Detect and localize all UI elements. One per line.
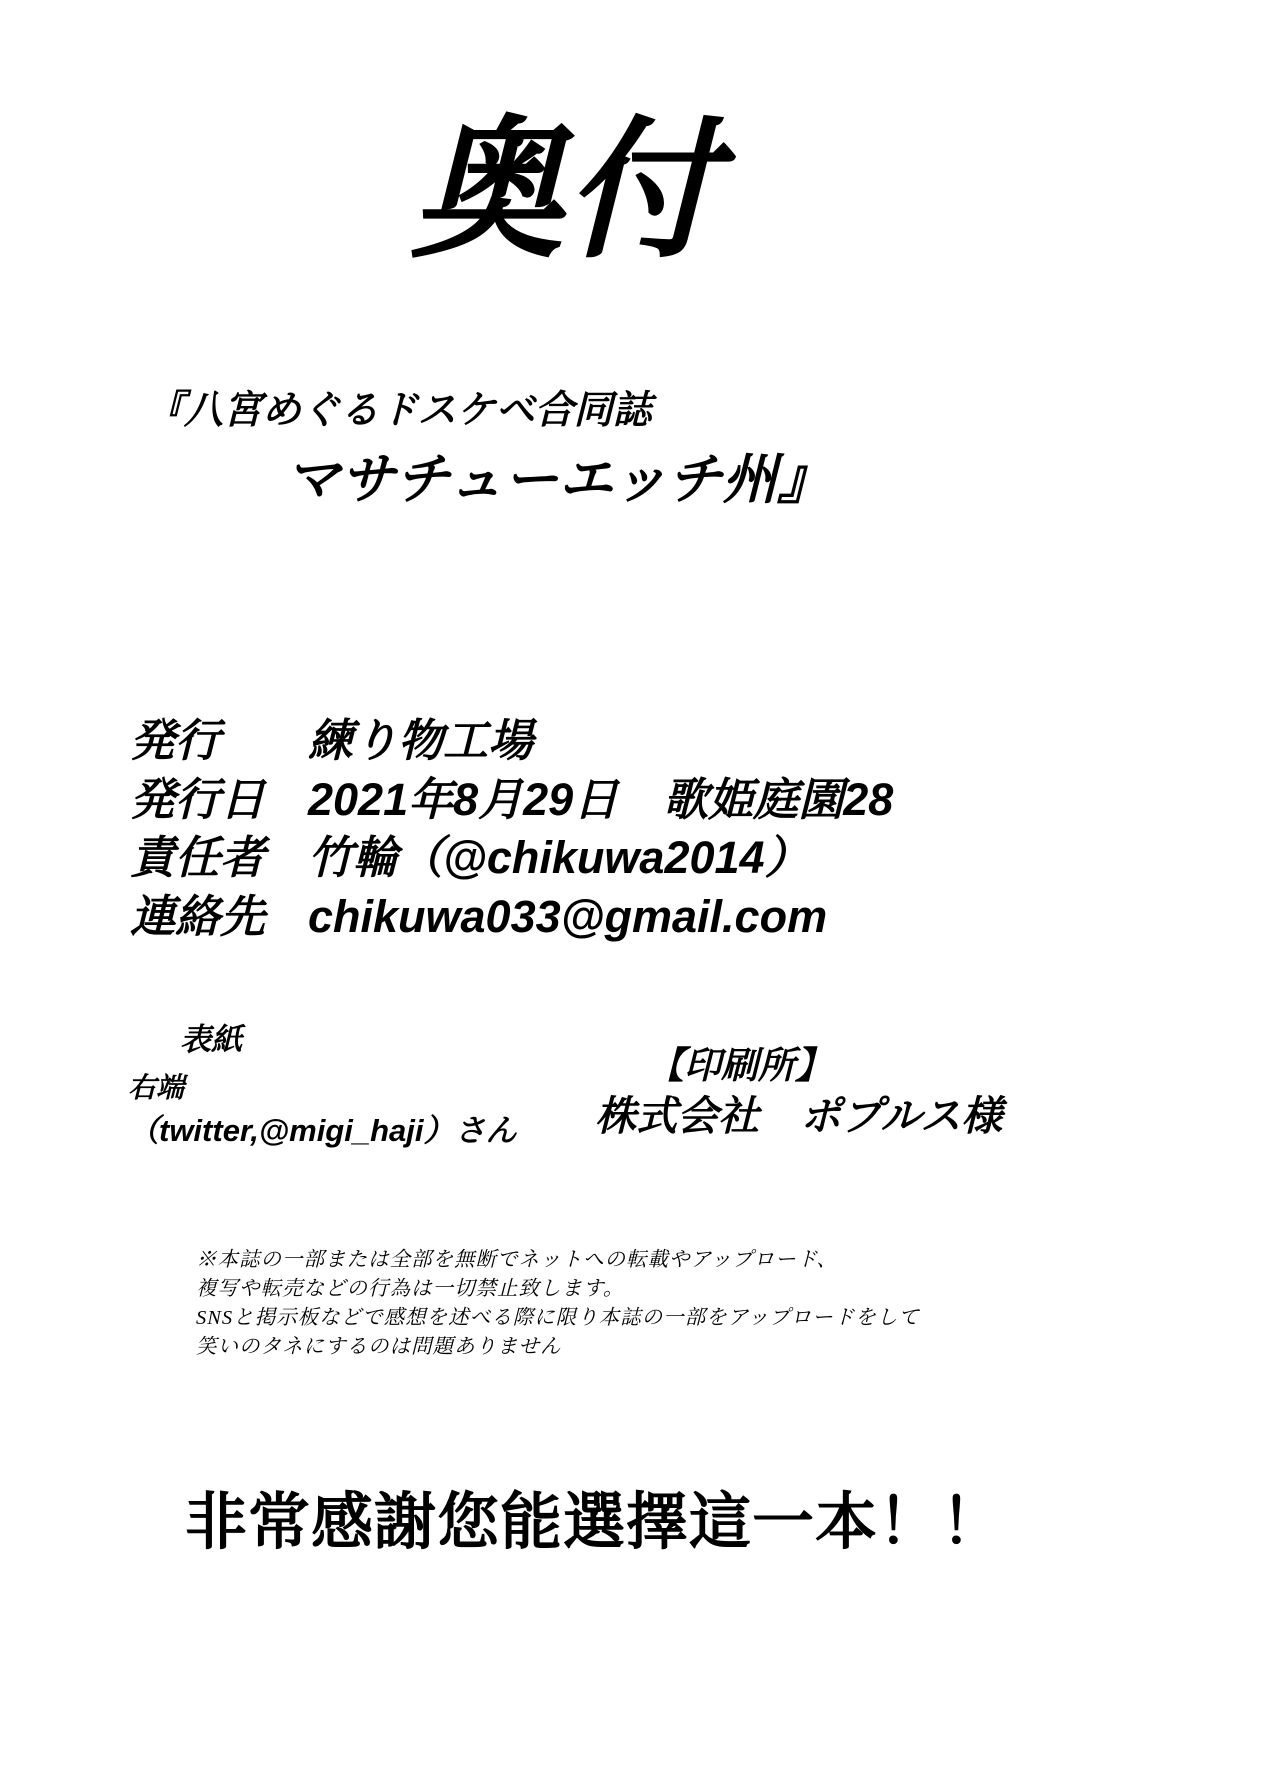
contact-email-value: chikuwa033@gmail.com — [308, 890, 828, 942]
publication-row-contact — [130, 888, 893, 947]
page-title: 奥付 — [411, 106, 719, 276]
publication-row-publisher — [130, 712, 893, 771]
book-title-line1: 『八宮めぐるドスケベ合同誌 — [145, 389, 652, 432]
disclaimer-line: 笑いのタネにするのは問題ありません — [196, 1336, 562, 1358]
cover-credit-heading: 表紙 — [180, 1022, 242, 1057]
printer-heading: 【印刷所】 — [647, 1045, 832, 1086]
disclaimer-line: SNSと掲示板などで感想を述べる際に限り本誌の一部をアップロードをして — [196, 1307, 920, 1329]
publisher-value: 練り物工場 — [308, 715, 534, 766]
book-title-line2: マサチューエッチ州』 — [285, 447, 833, 510]
publisher-label: 発行 — [130, 715, 221, 766]
thanks-message: 非常感謝您能選擇這一本！！ — [185, 1488, 1005, 1557]
printer-name: 株式会社 ポプルス様 — [595, 1093, 1003, 1140]
publication-row-date — [130, 771, 893, 830]
cover-credit-block — [128, 1018, 517, 1152]
publication-info — [130, 712, 893, 946]
publication-date-label: 発行日 — [130, 773, 266, 825]
contact-label: 連絡先 — [130, 890, 266, 942]
cover-credit-artist: （twitter,@migi_haji）さん — [128, 1112, 517, 1148]
responsible-person-value: 竹輪（@chikuwa2014） — [308, 832, 810, 883]
publication-date-value: 2021年8月29日 歌姫庭園28 — [308, 773, 894, 825]
book-title-block — [145, 385, 832, 512]
printer-block — [595, 1042, 1002, 1143]
disclaimer-block — [196, 1246, 920, 1362]
disclaimer-line: 複写や転売などの行為は一切禁止致します。 — [196, 1278, 625, 1300]
responsible-person-label: 責任者 — [130, 832, 266, 883]
publication-row-responsible — [130, 829, 893, 888]
disclaimer-line: ※本誌の一部または全部を無断でネットへの転載やアップロード、 — [196, 1249, 838, 1271]
cover-credit-position: 右端 — [128, 1071, 185, 1103]
